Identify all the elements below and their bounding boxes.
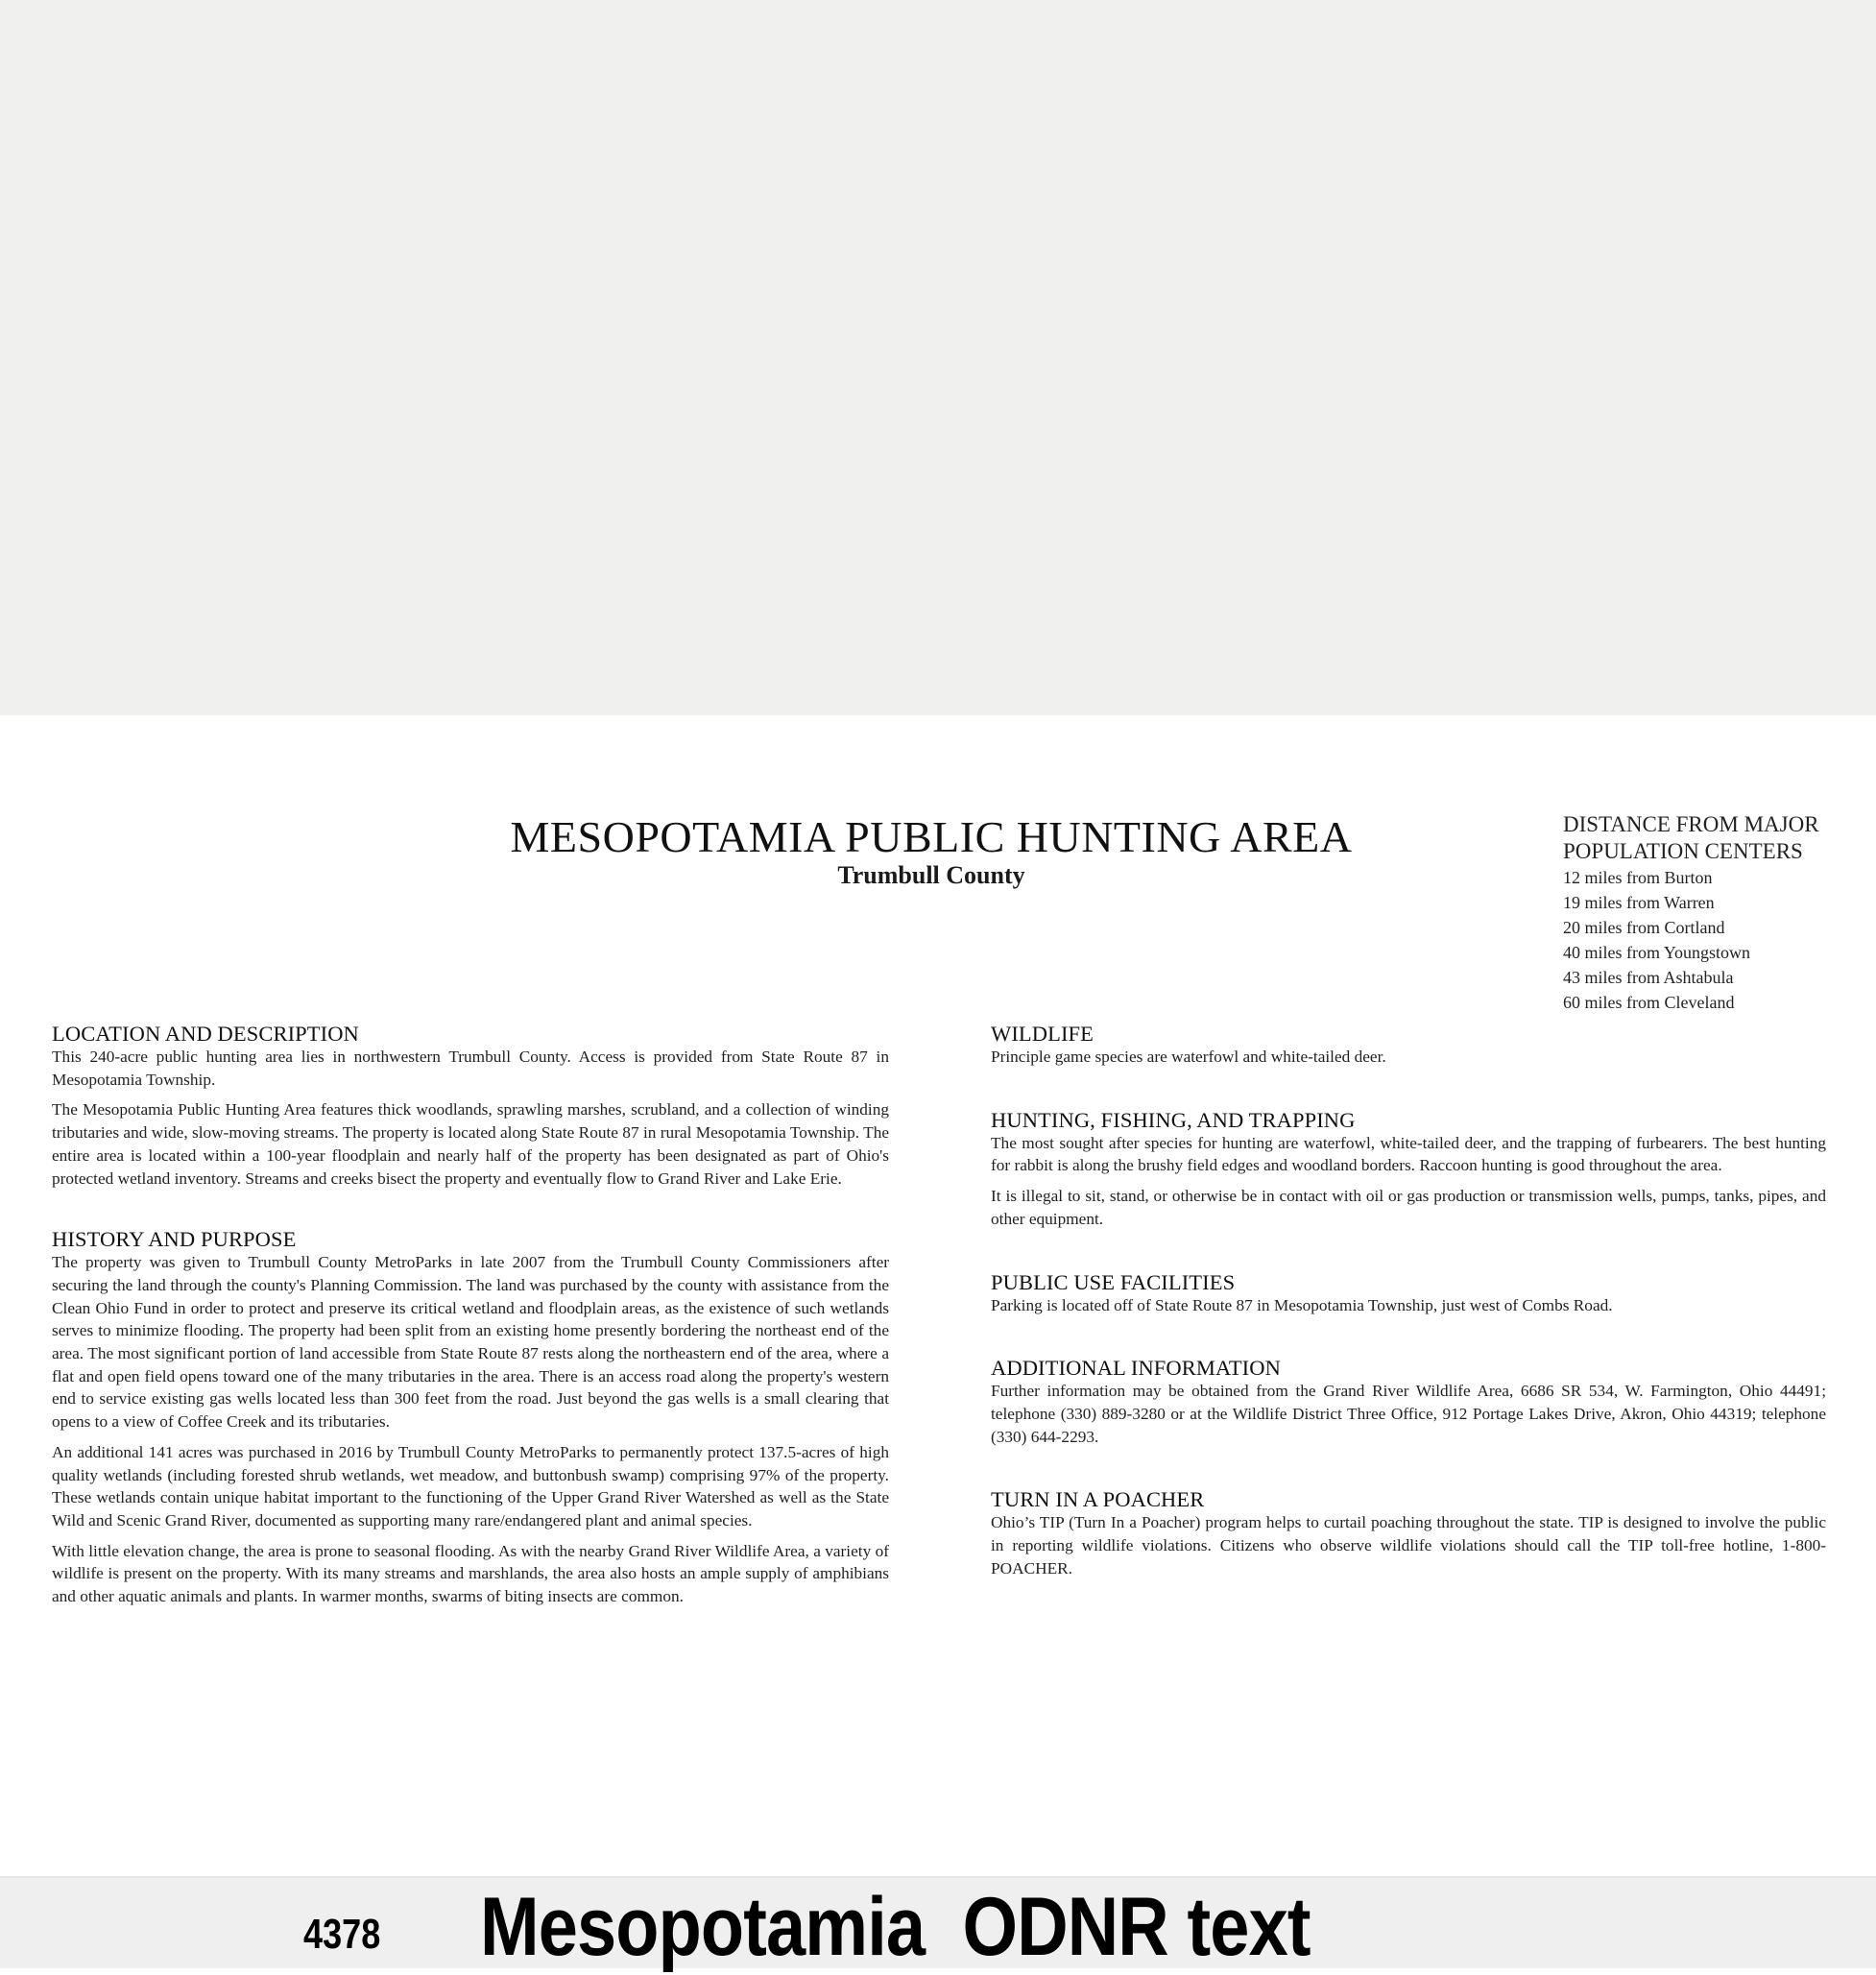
distance-heading-line2: POPULATION CENTERS	[1563, 839, 1803, 863]
distance-item: 40 miles from Youngstown	[1563, 943, 1751, 962]
section-heading: HISTORY AND PURPOSE	[52, 1227, 297, 1252]
section-location-description	[52, 1023, 889, 1190]
distance-item: 12 miles from Burton	[1563, 868, 1713, 887]
distance-item: 43 miles from Ashtabula	[1563, 968, 1734, 987]
section-turn-in-a-poacher	[991, 1488, 1826, 1579]
section-paragraph: It is illegal to sit, stand, or otherwise be in contact with oil or gas production or transmission wells, pumps, tanks, pipes, and other equipment.	[991, 1187, 1826, 1228]
right-column	[991, 1023, 1826, 1587]
section-history-purpose	[52, 1228, 889, 1608]
footer-label: Mesopotamia ODNR text	[480, 1881, 1311, 1973]
section-heading: LOCATION AND DESCRIPTION	[52, 1022, 359, 1046]
section-additional-information	[991, 1357, 1826, 1448]
footer-caption-band	[0, 1876, 1876, 1973]
section-heading: ADDITIONAL INFORMATION	[991, 1356, 1281, 1381]
section-paragraph: The most sought after species for hunting are waterfowl, white-tailed deer, and the trapping of furbearers. The best hunting for rabbit is along the brushy field edges and woodland borders. Raccoon hunting is good throughout the area.	[991, 1133, 1826, 1175]
section-public-use-facilities	[991, 1271, 1826, 1317]
section-paragraph: Further information may be obtained from the Grand River Wildlife Area, 6686 SR 534, W. Farmington, Ohio 44491; telephone (330) 889-3280 or at the Wildlife District Three Office, 912 Portage Lakes Drive, Akron, Ohio 44319; telephone (330) 644-2293.	[991, 1382, 1826, 1446]
section-heading: HUNTING, FISHING, AND TRAPPING	[991, 1107, 1356, 1132]
section-paragraph: Ohio’s TIP (Turn In a Poacher) program helps to curtail poaching throughout the state. TIP is designed to involve the public in reporting wildlife violations. Citizens who observe wildlife violations should call the TIP toll-free hotline, 1-800-POACHER.	[991, 1513, 1826, 1578]
section-paragraph: With little elevation change, the area is prone to seasonal flooding. As with the nearby Grand River Wildlife Area, a variety of wildlife is present on the property. With its many streams and marshlands, the area also hosts an ample supply of amphibians and other aquatic animals and plants. In warmer months, swarms of biting insects are common.	[52, 1541, 889, 1606]
section-paragraph: The Mesopotamia Public Hunting Area features thick woodlands, sprawling marshes, scrubland, and a collection of winding tributaries and wide, slow-moving streams. The property is located along State Route 87 in rural Mesopotamia Township. The entire area is located within a 100-year floodplain and nearly half of the property has been designated as part of Ohio's protected wetland inventory. Streams and creeks bisect the property and eventually flow to Grand River and Lake Erie.	[52, 1100, 889, 1188]
section-hunting-fishing-trapping	[991, 1109, 1826, 1231]
distance-box	[1563, 811, 1870, 1015]
distance-item: 20 miles from Cortland	[1563, 918, 1725, 937]
distance-heading-line1: DISTANCE FROM MAJOR	[1563, 812, 1819, 836]
section-paragraph: This 240-acre public hunting area lies in northwestern Trumbull County. Access is provided from State Route 87 in Mesopotamia Township.	[52, 1048, 889, 1089]
left-column	[52, 1023, 889, 1616]
page-title: MESOPOTAMIA PUBLIC HUNTING AREA	[510, 812, 1353, 861]
section-heading: PUBLIC USE FACILITIES	[991, 1269, 1236, 1294]
section-paragraph: An additional 141 acres was purchased in 2016 by Trumbull County MetroParks to permanently protect 137.5-acres of high quality wetlands (including forested shrub wetlands, wet meadow, and buttonbush swamp) comprising 97% of the property. These wetlands contain unique habitat important to the functioning of the Upper Grand River Watershed as well as the State Wild and Scenic Grand River, documented as supporting many rare/endangered plant and animal species.	[52, 1442, 889, 1529]
page-subtitle: Trumbull County	[837, 861, 1025, 889]
section-paragraph: Parking is located off of State Route 87 in Mesopotamia Township, just west of Combs Road.	[991, 1295, 1613, 1314]
document-page	[0, 715, 1876, 1876]
distance-item: 60 miles from Cleveland	[1563, 993, 1735, 1012]
section-heading: WILDLIFE	[991, 1022, 1094, 1046]
blank-map-area	[0, 0, 1876, 715]
section-paragraph: The property was given to Trumbull County MetroParks in late 2007 from the Trumbull County Commissioners after securing the land through the county's Planning Commission. The land was purchased by the county with assistance from the Clean Ohio Fund in order to protect and preserve its critical wetland and floodplain areas, as the existence of such wetlands serves to minimize flooding. The property had been split from an existing home presently bordering the northeast end of the area. The most significant portion of land accessible from State Route 87 rests along the northeastern end of the area, where a flat and open field opens toward one of the many tributaries in the area. There is an access road along the property's western end to service existing gas wells located less than 300 feet from the road. Just beyond the gas wells is a small clearing that opens to a view of Coffee Creek and its tributaries.	[52, 1253, 889, 1432]
section-wildlife	[991, 1023, 1826, 1069]
section-paragraph: Principle game species are waterfowl and white-tailed deer.	[991, 1048, 1386, 1066]
distance-item: 19 miles from Warren	[1563, 893, 1715, 912]
footer-number: 4378	[303, 1911, 381, 1958]
section-heading: TURN IN A POACHER	[991, 1487, 1205, 1512]
